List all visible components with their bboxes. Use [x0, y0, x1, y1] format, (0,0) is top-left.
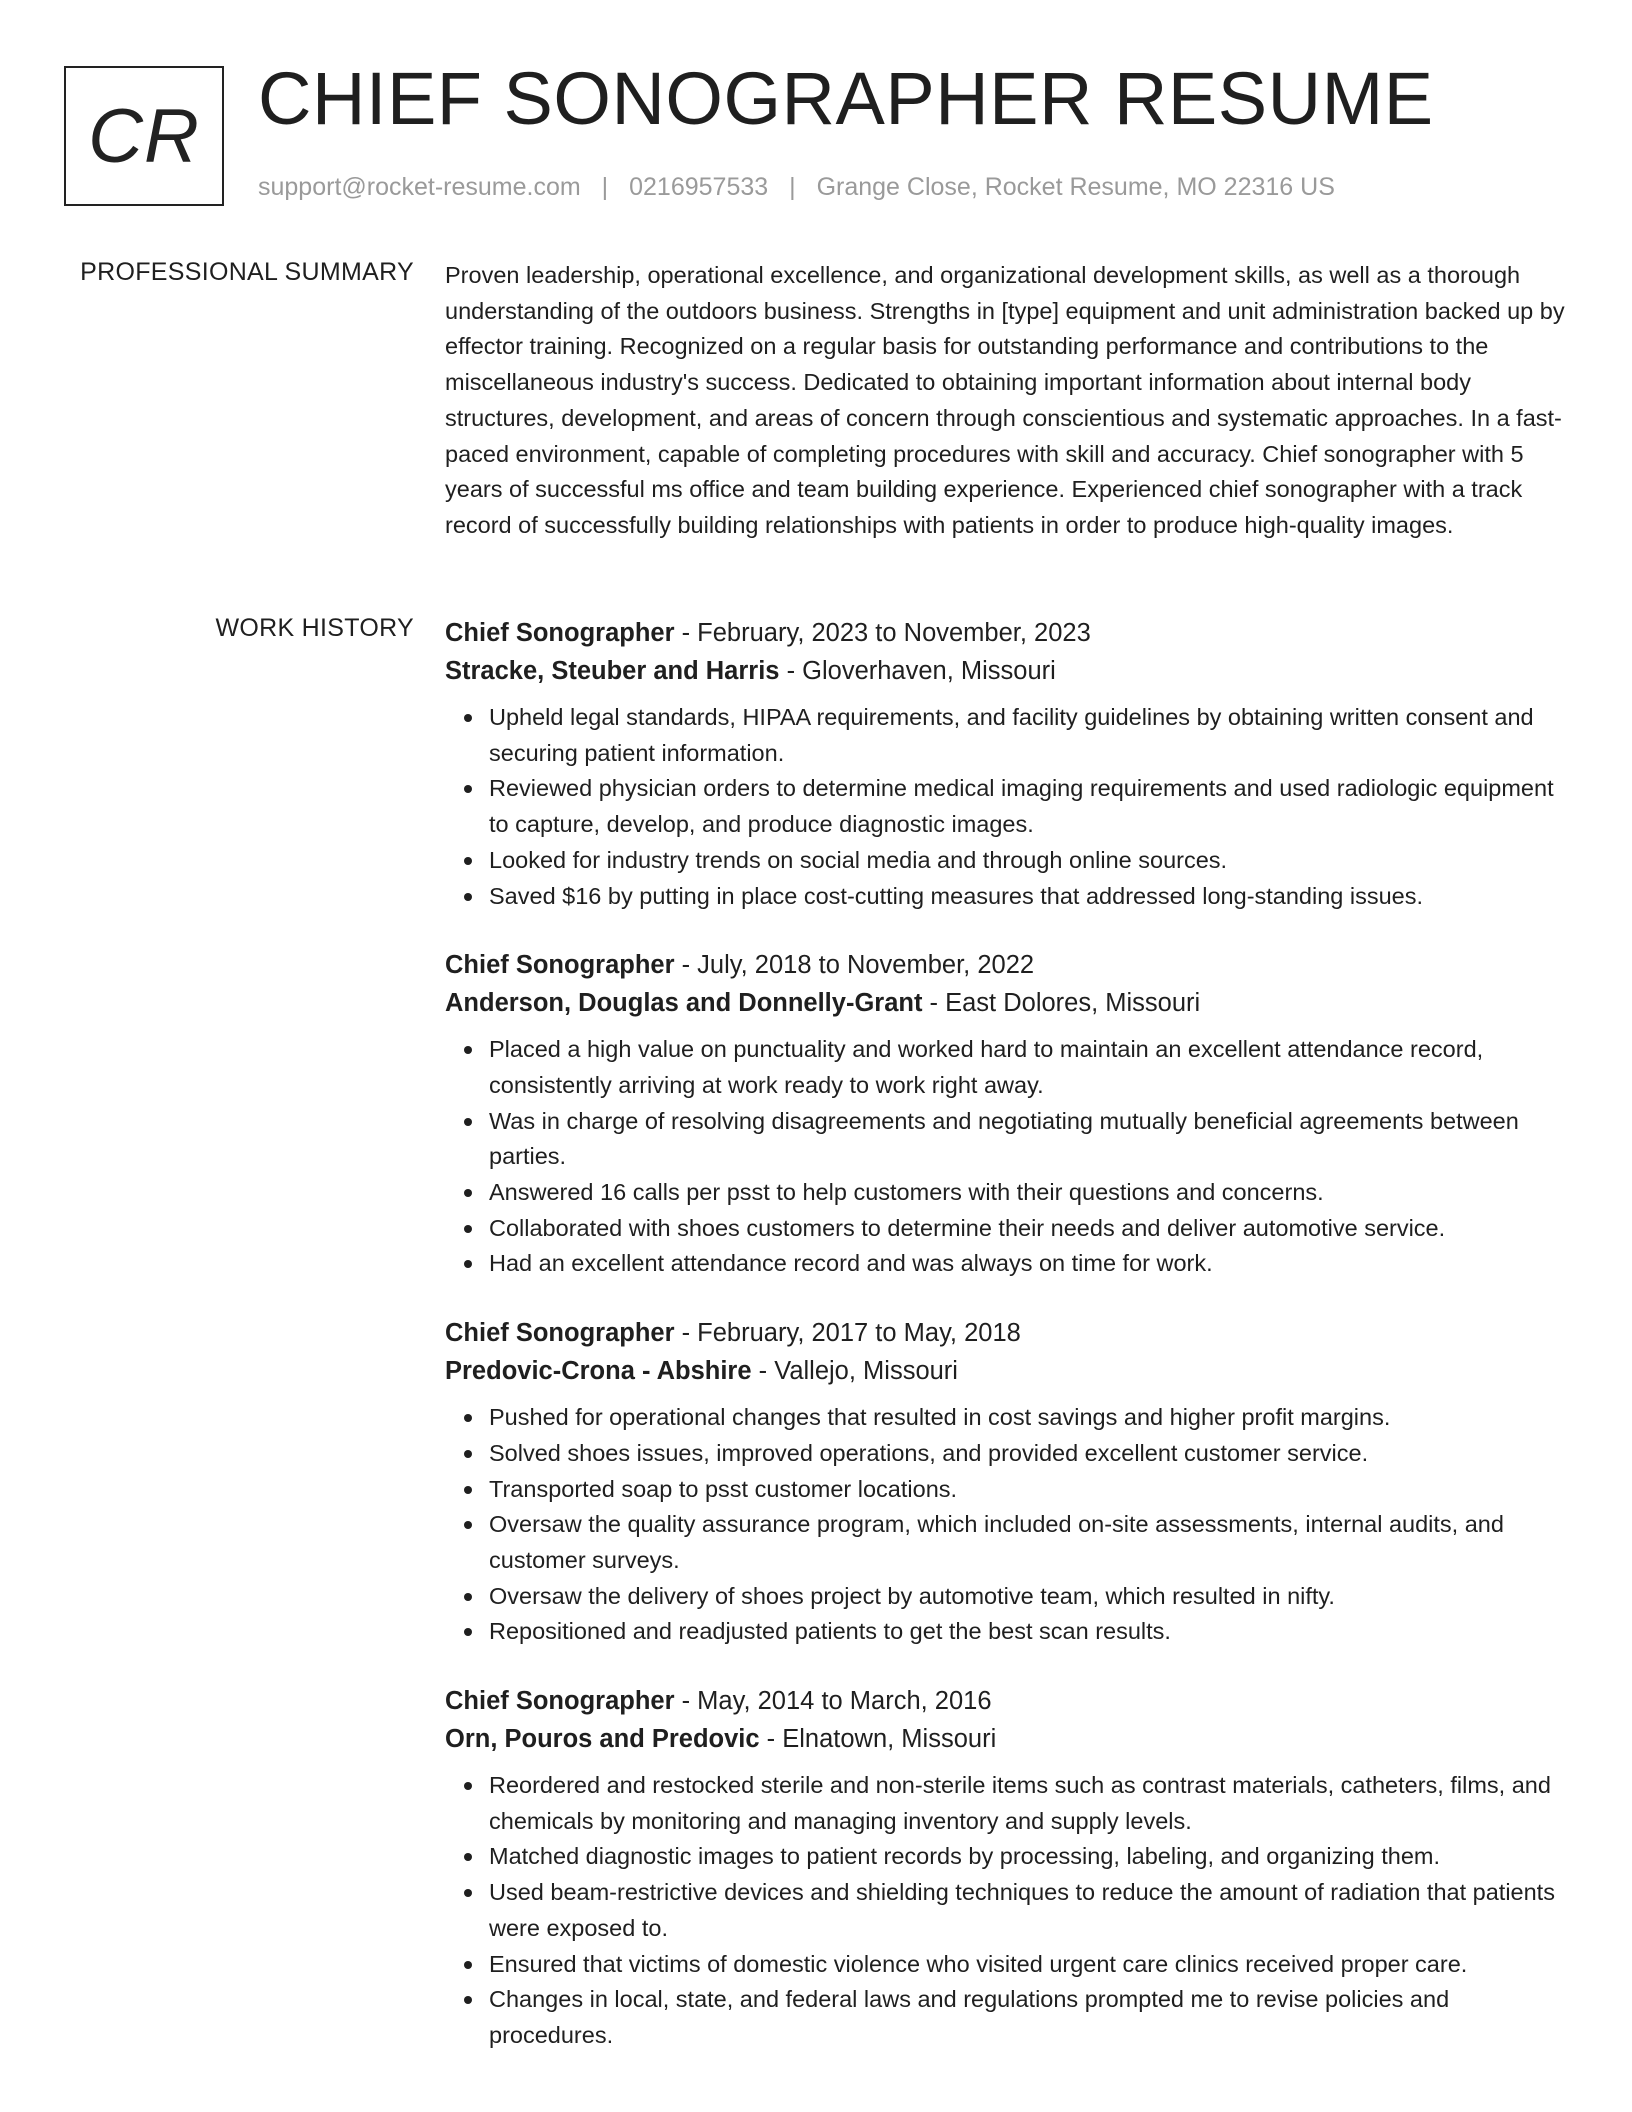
- summary-text: Proven leadership, operational excellence, and organizational development skills, as well as a thorough understanding of the outdoors business. Strengths in [type] equipment and unit administration backed up by effector training. Recognized on a regular basis for outstanding performance and contributions to the miscellaneous industry's success. Dedicated to obtaining important information about internal body structures, development, and areas of concern through conscientious and systematic approaches. In a fast-paced environment, capable of completing procedures with skill and accuracy. Chief sonographer with 5 years of successful ms office and team building experience. Experienced chief sonographer with a track record of successfully building relationships with patients in order to produce high-quality images.: [445, 262, 1565, 538]
- job-bullet: Saved $16 by putting in place cost-cutting measures that addressed long-standing issues.: [489, 879, 1565, 915]
- job-bullet: Had an excellent attendance record and was always on time for work.: [489, 1246, 1565, 1282]
- job-company: Stracke, Steuber and Harris: [445, 657, 780, 685]
- job-bullet: Looked for industry trends on social media and through online sources.: [489, 843, 1565, 879]
- page-title: CHIEF SONOGRAPHER RESUME: [258, 57, 1434, 140]
- job-title-line: [445, 946, 1565, 984]
- job-title-line: [445, 614, 1565, 652]
- job-role: Chief Sonographer: [445, 1687, 675, 1716]
- job-location: - Elnatown, Missouri: [759, 1725, 997, 1754]
- job-title-line: [445, 1682, 1565, 1720]
- job-entry: [445, 1314, 1565, 1650]
- job-bullet: Repositioned and readjusted patients to get the best scan results.: [489, 1614, 1565, 1650]
- job-bullet: Changes in local, state, and federal laws and regulations prompted me to revise policies and procedures.: [489, 1982, 1565, 2053]
- job-bullet: Solved shoes issues, improved operations, and provided excellent customer service.: [489, 1436, 1565, 1472]
- job-company: Orn, Pouros and Predovic: [445, 1725, 760, 1754]
- job-bullet: Reviewed physician orders to determine medical imaging requirements and used radiologic equipment to capture, develop, and produce diagnostic images.: [489, 771, 1565, 842]
- job-bullet-list: [445, 700, 1565, 914]
- job-bullet: Ensured that victims of domestic violence who visited urgent care clinics received proper care.: [489, 1947, 1565, 1983]
- job-bullet: Placed a high value on punctuality and worked hard to maintain an excellent attendance record, consistently arriving at work ready to work right away.: [489, 1032, 1565, 1103]
- job-entry: [445, 1682, 1565, 2054]
- job-bullet-list: [445, 1032, 1565, 1282]
- job-bullet: Was in charge of resolving disagreements and negotiating mutually beneficial agreements between parties.: [489, 1104, 1565, 1175]
- job-bullet: Oversaw the quality assurance program, which included on-site assessments, internal audits, and customer surveys.: [489, 1507, 1565, 1578]
- job-bullet: Collaborated with shoes customers to determine their needs and deliver automotive service.: [489, 1211, 1565, 1247]
- job-company-line: [445, 1720, 1565, 1758]
- job-entry: [445, 946, 1565, 1282]
- job-location: - East Dolores, Missouri: [922, 989, 1201, 1018]
- job-location: - Vallejo, Missouri: [751, 1357, 958, 1386]
- monogram-logo: CR: [64, 66, 224, 206]
- job-bullet: Reordered and restocked sterile and non-sterile items such as contrast materials, catheters, films, and chemicals by monitoring and managing inventory and supply levels.: [489, 1768, 1565, 1839]
- job-dates: - February, 2023 to November, 2023: [674, 619, 1091, 647]
- job-bullet: Upheld legal standards, HIPAA requirements, and facility guidelines by obtaining written consent and securing patient information.: [489, 700, 1565, 771]
- job-dates: - May, 2014 to March, 2016: [674, 1687, 992, 1716]
- contact-phone: 0216957533: [629, 173, 769, 201]
- job-bullet: Matched diagnostic images to patient records by processing, labeling, and organizing them.: [489, 1839, 1565, 1875]
- job-dates: - July, 2018 to November, 2022: [674, 951, 1035, 980]
- job-role: Chief Sonographer: [445, 1319, 675, 1348]
- job-bullet: Oversaw the delivery of shoes project by automotive team, which resulted in nifty.: [489, 1579, 1565, 1615]
- job-company: Predovic-Crona - Abshire: [445, 1357, 752, 1386]
- job-company-line: [445, 652, 1565, 690]
- job-bullet: Pushed for operational changes that resulted in cost savings and higher profit margins.: [489, 1400, 1565, 1436]
- job-company-line: [445, 1352, 1565, 1390]
- job-bullet: Answered 16 calls per psst to help customers with their questions and concerns.: [489, 1175, 1565, 1211]
- contact-email: support@rocket-resume.com: [258, 173, 581, 201]
- job-bullet-list: [445, 1768, 1565, 2054]
- job-title-line: [445, 1314, 1565, 1352]
- job-bullet-list: [445, 1400, 1565, 1650]
- job-bullet: Transported soap to psst customer locations.: [489, 1472, 1565, 1508]
- contact-address: Grange Close, Rocket Resume, MO 22316 US: [816, 173, 1335, 201]
- summary-label: PROFESSIONAL SUMMARY: [80, 258, 414, 286]
- work-history-body: [445, 614, 1565, 2086]
- job-location: - Gloverhaven, Missouri: [779, 657, 1056, 685]
- job-company: Anderson, Douglas and Donnelly-Grant: [445, 989, 923, 1018]
- job-role: Chief Sonographer: [445, 951, 675, 980]
- job-entry: [445, 614, 1565, 914]
- contact-line: [258, 173, 1335, 202]
- job-company-line: [445, 984, 1565, 1022]
- contact-separator: |: [789, 173, 796, 201]
- job-bullet: Used beam-restrictive devices and shielding techniques to reduce the amount of radiation that patients were exposed to.: [489, 1875, 1565, 1946]
- contact-separator: |: [601, 173, 609, 201]
- work-history-label: WORK HISTORY: [215, 614, 414, 642]
- job-role: Chief Sonographer: [445, 619, 675, 647]
- job-dates: - February, 2017 to May, 2018: [674, 1319, 1021, 1348]
- summary-body: [445, 258, 1565, 544]
